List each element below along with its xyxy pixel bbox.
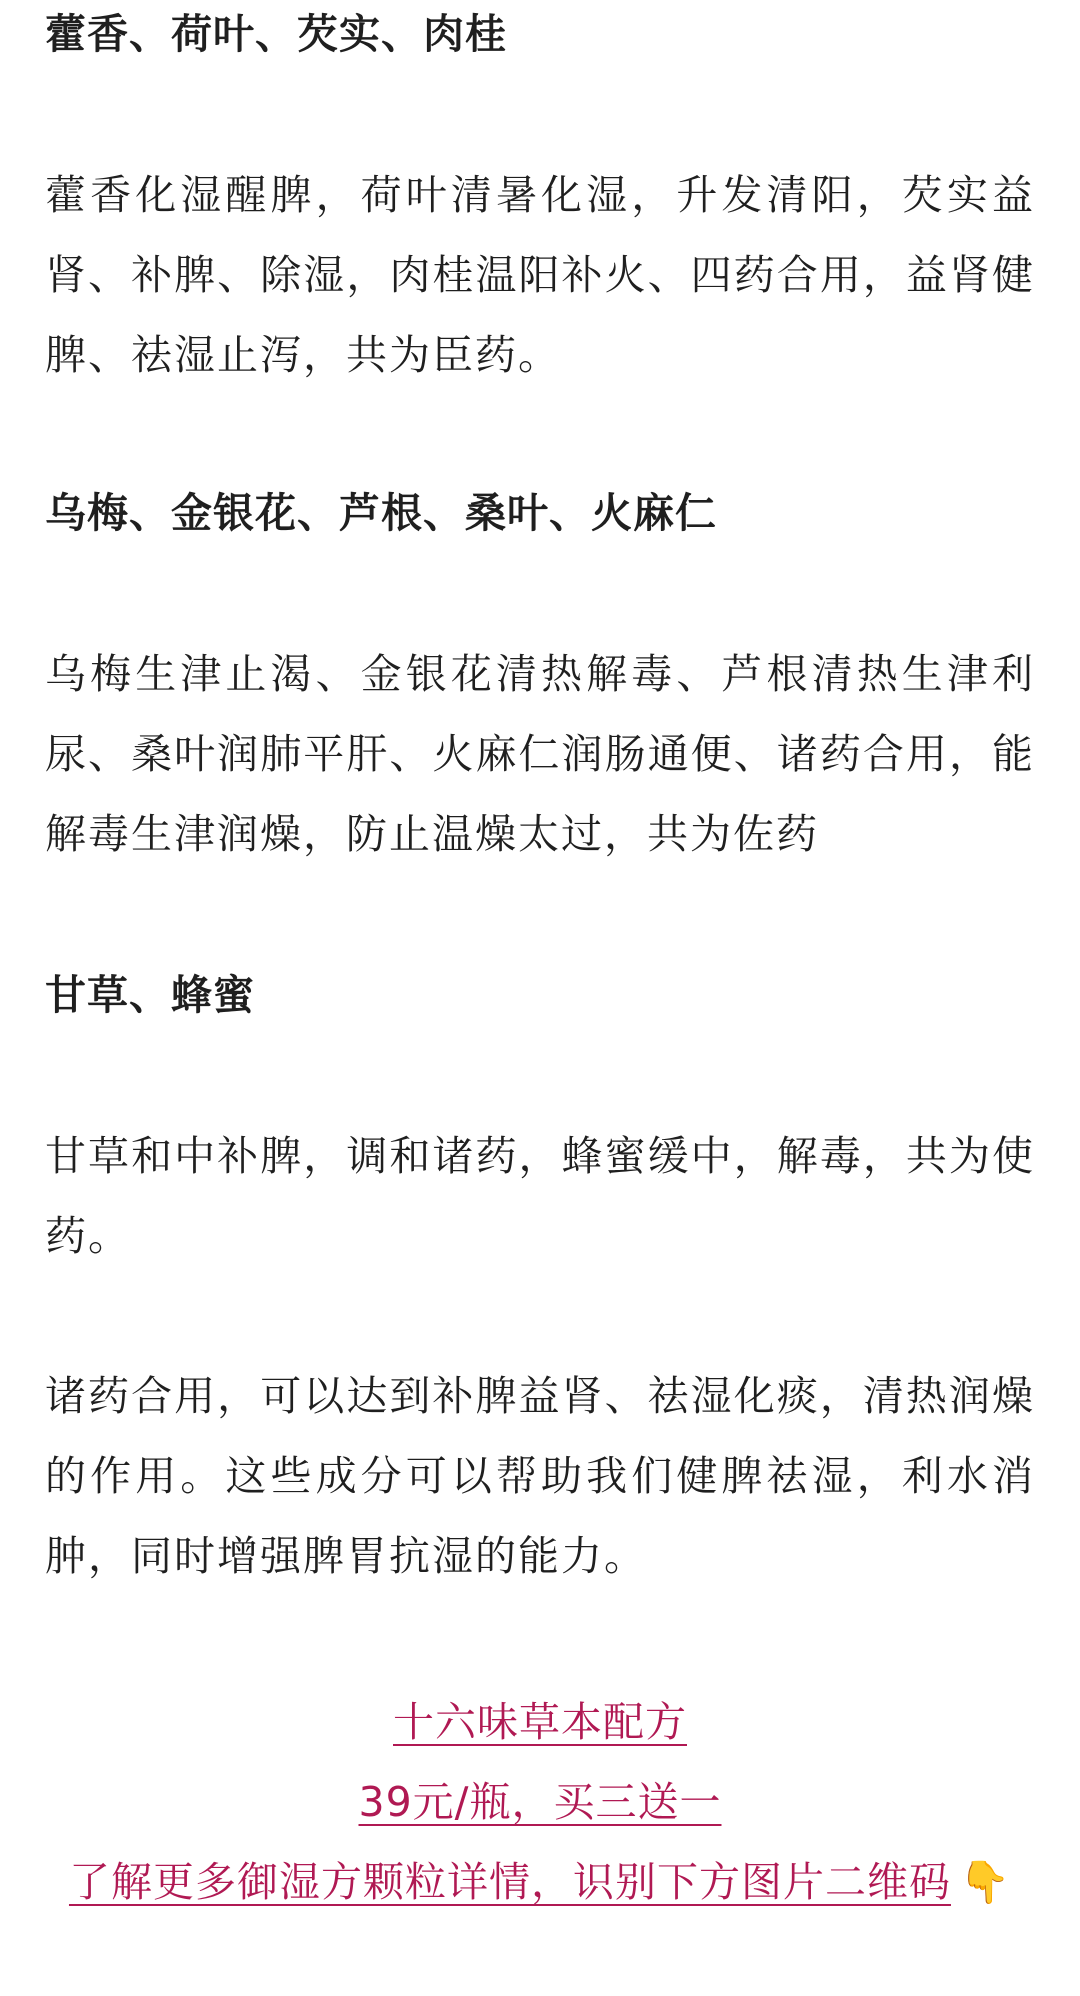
promo-price-link[interactable]: 39元/瓶，买三送一: [358, 1778, 722, 1826]
section-heading-envoys: 甘草、蜂蜜: [45, 971, 255, 1019]
promo-formula-link[interactable]: 十六味草本配方: [393, 1698, 687, 1746]
promo-block: [45, 1682, 1035, 1922]
summary-paragraph: 诸药合用，可以达到补脾益肾、祛湿化痰，清热润燥的作用。这些成分可以帮助我们健脾祛湿，利水消肿，同时增强脾胃抗湿的能力。: [45, 1372, 1035, 1580]
promo-details-text: 了解更多御湿方颗粒详情，识别下方图片二维码: [68, 1858, 951, 1906]
section-heading-assistants: 乌梅、金银花、芦根、桑叶、火麻仁: [45, 489, 717, 537]
promo-details-link[interactable]: [45, 1842, 1035, 1922]
section-text-assistants: 乌梅生津止渴、金银花清热解毒、芦根清热生津利尿、桑叶润肺平肝、火麻仁润肠通便、诸药合用，能解毒生津润燥，防止温燥太过，共为佐药: [45, 650, 1035, 858]
section-heading-ministers: 藿香、荷叶、芡实、肉桂: [45, 10, 507, 58]
section-text-envoys: 甘草和中补脾，调和诸药，蜂蜜缓中，解毒，共为使药。: [45, 1132, 1035, 1260]
pointing-down-hand-icon: 👇: [958, 1858, 1012, 1906]
section-text-ministers: 藿香化湿醒脾，荷叶清暑化湿，升发清阳，芡实益肾、补脾、除湿，肉桂温阳补火、四药合用，益肾健脾、祛湿止泻，共为臣药。: [45, 171, 1035, 379]
